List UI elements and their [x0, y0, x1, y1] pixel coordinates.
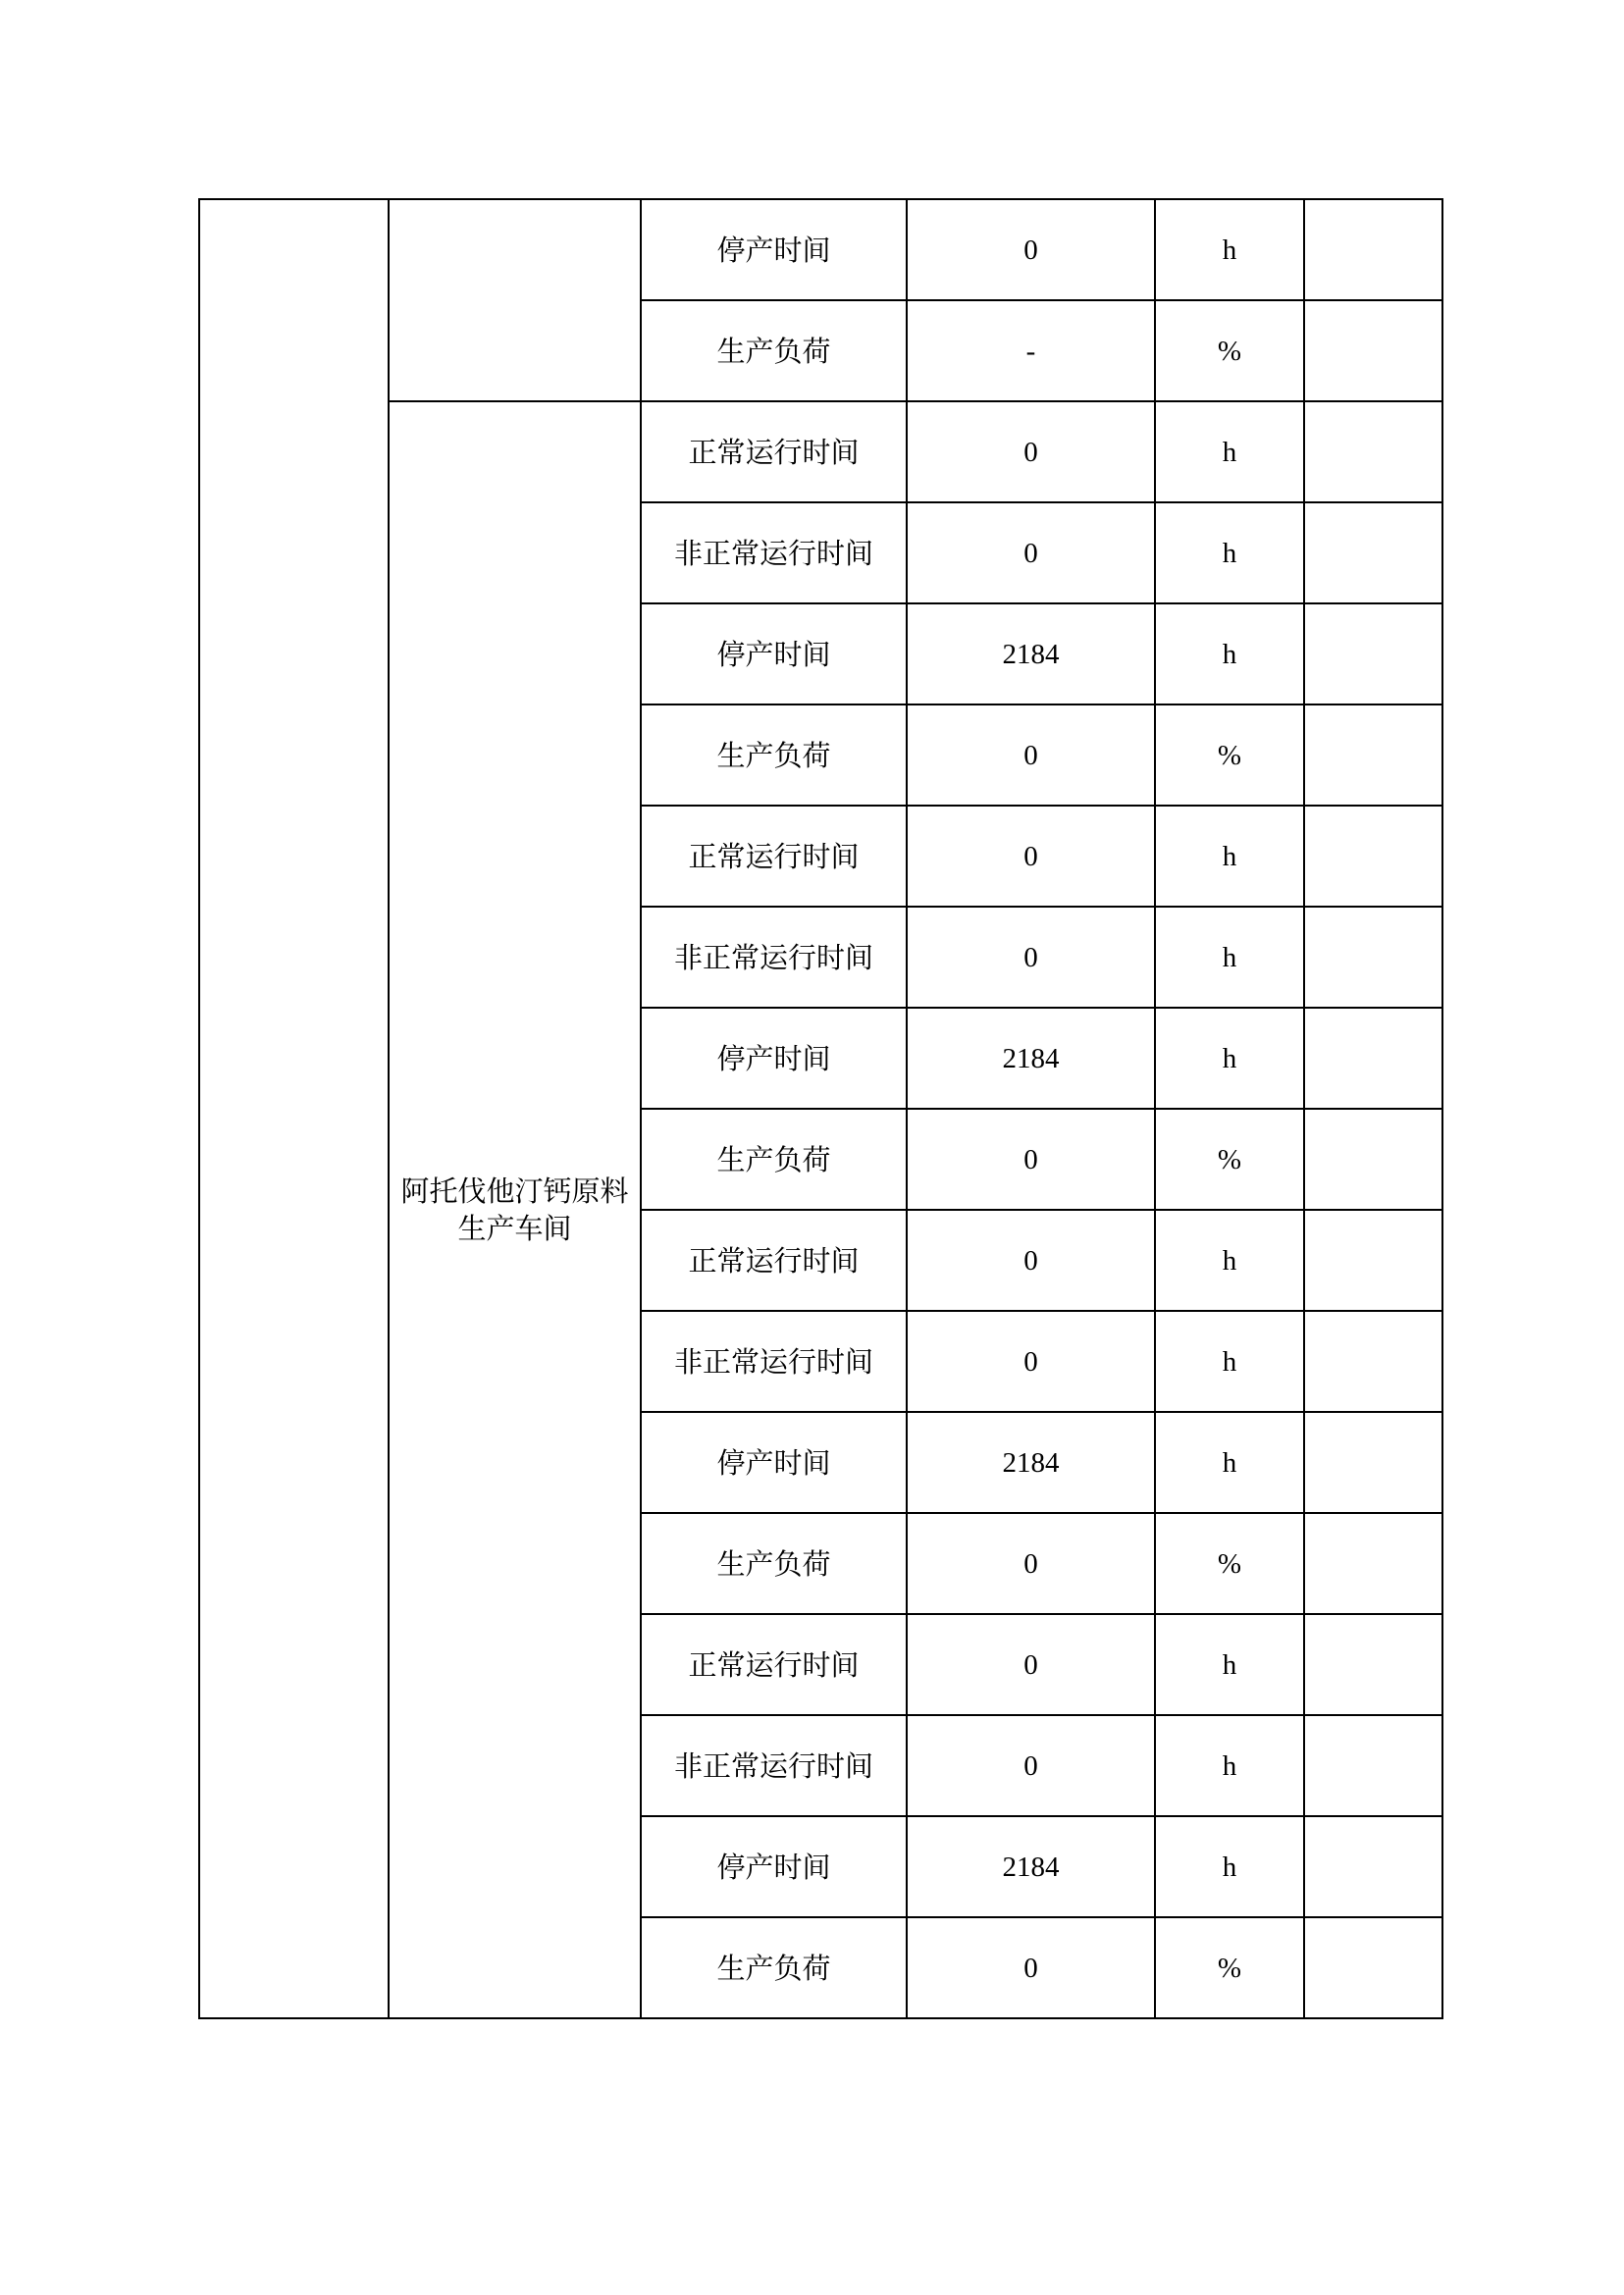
value-cell: 2184: [907, 1816, 1155, 1917]
value-cell: 0: [907, 401, 1155, 502]
value-cell: 0: [907, 1210, 1155, 1311]
workshop-name-cell: 阿托伐他汀钙原料生产车间: [389, 401, 641, 2018]
value-cell: 0: [907, 1715, 1155, 1816]
value-cell: 0: [907, 1311, 1155, 1412]
category-cell: [199, 199, 389, 2018]
item-name-cell: 停产时间: [641, 199, 907, 300]
item-name-cell: 正常运行时间: [641, 806, 907, 907]
unit-cell: h: [1155, 1008, 1304, 1109]
value-cell: 0: [907, 907, 1155, 1008]
value-cell: 0: [907, 1109, 1155, 1210]
item-name-cell: 正常运行时间: [641, 1614, 907, 1715]
note-cell: [1304, 1614, 1442, 1715]
unit-cell: %: [1155, 704, 1304, 806]
value-cell: 0: [907, 806, 1155, 907]
item-name-cell: 停产时间: [641, 1008, 907, 1109]
value-cell: 2184: [907, 1412, 1155, 1513]
unit-cell: h: [1155, 907, 1304, 1008]
value-cell: 0: [907, 199, 1155, 300]
unit-cell: h: [1155, 1715, 1304, 1816]
note-cell: [1304, 199, 1442, 300]
item-name-cell: 生产负荷: [641, 1109, 907, 1210]
unit-cell: h: [1155, 401, 1304, 502]
note-cell: [1304, 1008, 1442, 1109]
value-cell: 0: [907, 502, 1155, 603]
unit-cell: %: [1155, 300, 1304, 401]
note-cell: [1304, 1109, 1442, 1210]
unit-cell: h: [1155, 1816, 1304, 1917]
unit-cell: %: [1155, 1917, 1304, 2018]
item-name-cell: 非正常运行时间: [641, 1311, 907, 1412]
item-name-cell: 停产时间: [641, 603, 907, 704]
item-name-cell: 非正常运行时间: [641, 1715, 907, 1816]
note-cell: [1304, 603, 1442, 704]
note-cell: [1304, 1311, 1442, 1412]
item-name-cell: 非正常运行时间: [641, 907, 907, 1008]
previous-workshop-cell: [389, 199, 641, 401]
item-name-cell: 非正常运行时间: [641, 502, 907, 603]
unit-cell: h: [1155, 806, 1304, 907]
value-cell: -: [907, 300, 1155, 401]
unit-cell: h: [1155, 603, 1304, 704]
note-cell: [1304, 1715, 1442, 1816]
note-cell: [1304, 300, 1442, 401]
note-cell: [1304, 1210, 1442, 1311]
unit-cell: h: [1155, 199, 1304, 300]
item-name-cell: 正常运行时间: [641, 1210, 907, 1311]
item-name-cell: 正常运行时间: [641, 401, 907, 502]
item-name-cell: 停产时间: [641, 1816, 907, 1917]
unit-cell: h: [1155, 502, 1304, 603]
note-cell: [1304, 1412, 1442, 1513]
value-cell: 2184: [907, 603, 1155, 704]
note-cell: [1304, 806, 1442, 907]
table-body: [199, 199, 1442, 2018]
note-cell: [1304, 907, 1442, 1008]
unit-cell: h: [1155, 1210, 1304, 1311]
note-cell: [1304, 1513, 1442, 1614]
unit-cell: h: [1155, 1311, 1304, 1412]
unit-cell: h: [1155, 1614, 1304, 1715]
value-cell: 0: [907, 1614, 1155, 1715]
item-name-cell: 生产负荷: [641, 1513, 907, 1614]
value-cell: 2184: [907, 1008, 1155, 1109]
unit-cell: %: [1155, 1513, 1304, 1614]
production-status-table: [198, 198, 1443, 2019]
item-name-cell: 生产负荷: [641, 300, 907, 401]
table-row: [199, 199, 1442, 300]
note-cell: [1304, 704, 1442, 806]
unit-cell: %: [1155, 1109, 1304, 1210]
value-cell: 0: [907, 1917, 1155, 2018]
item-name-cell: 停产时间: [641, 1412, 907, 1513]
unit-cell: h: [1155, 1412, 1304, 1513]
item-name-cell: 生产负荷: [641, 704, 907, 806]
value-cell: 0: [907, 704, 1155, 806]
value-cell: 0: [907, 1513, 1155, 1614]
item-name-cell: 生产负荷: [641, 1917, 907, 2018]
note-cell: [1304, 1917, 1442, 2018]
note-cell: [1304, 1816, 1442, 1917]
note-cell: [1304, 401, 1442, 502]
note-cell: [1304, 502, 1442, 603]
